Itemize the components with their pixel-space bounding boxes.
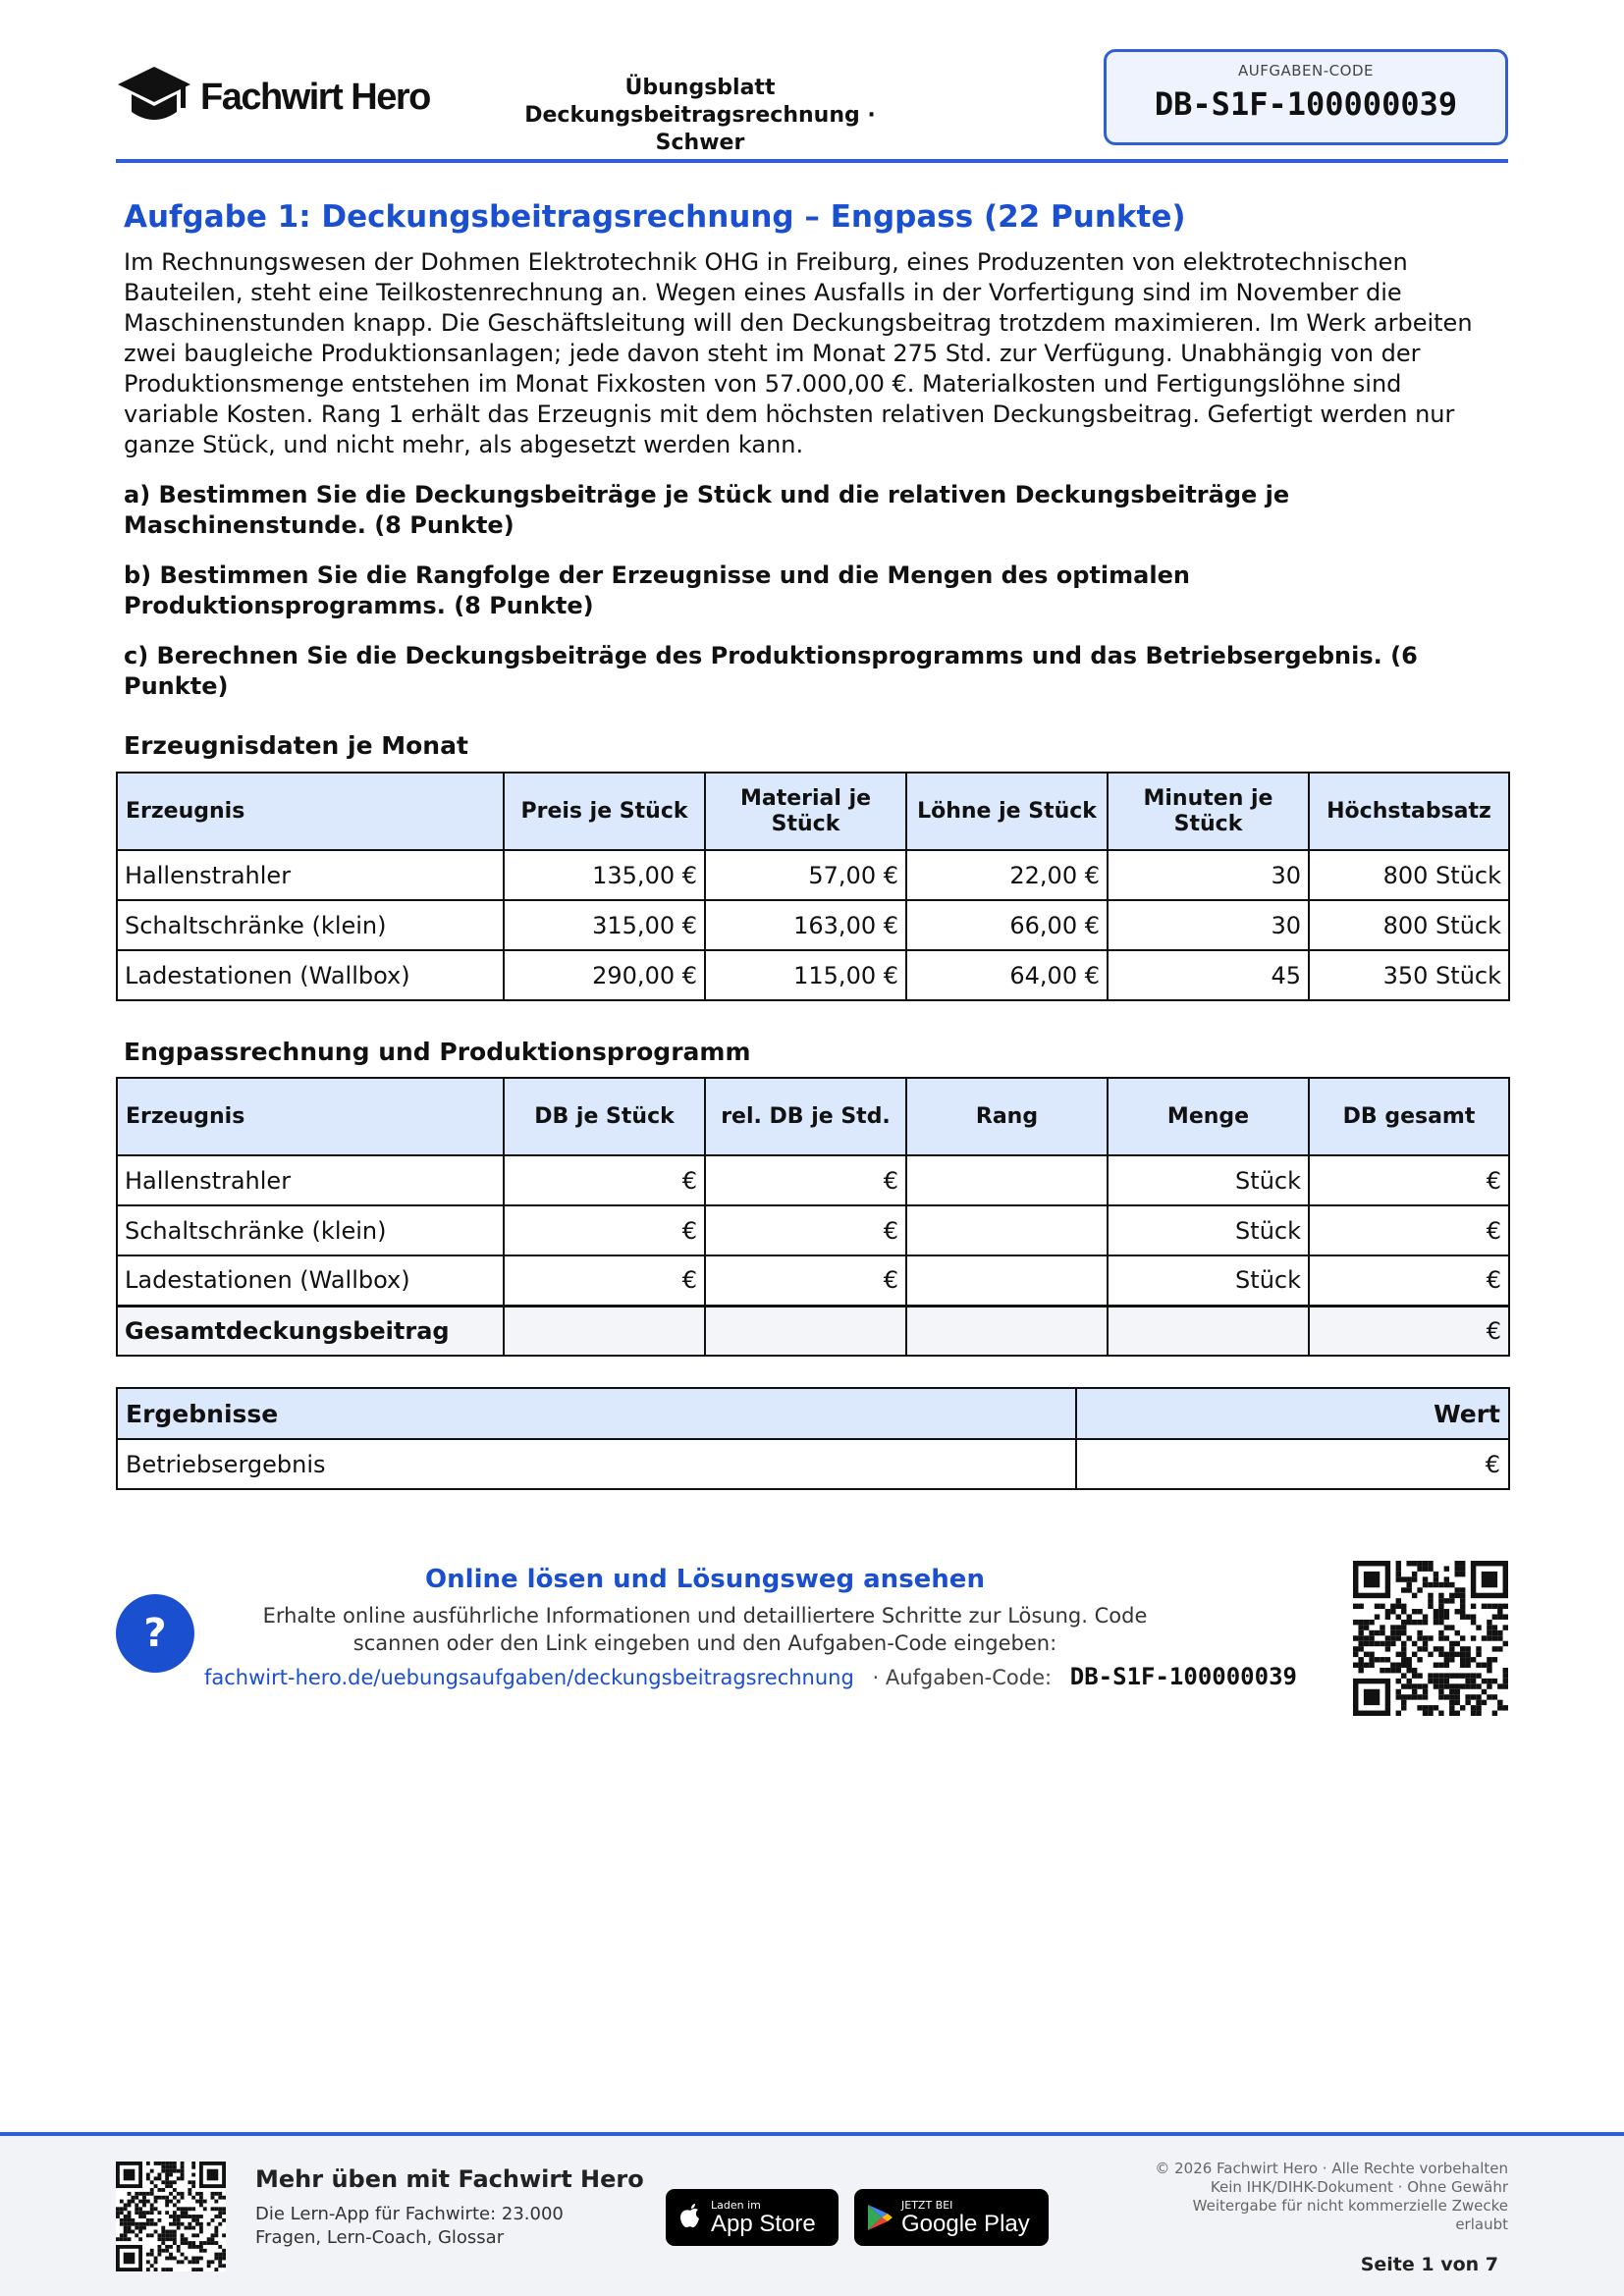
answer-cell[interactable]: Stück [1108,1205,1309,1255]
subtask-b: b) Bestimmen Sie die Rangfolge der Erzeugnisse und die Mengen des optimalen Produktionsprogramms. (8 Punkte) [124,561,1190,619]
answer-cell[interactable]: € [504,1255,705,1306]
product-data-table [116,772,1510,1001]
column-header: DB je Stück [504,1078,705,1155]
page-footer [0,2132,1624,2296]
column-header: Höchstabsatz [1309,773,1509,850]
app-store-button[interactable] [666,2189,839,2246]
table-cell: 115,00 € [705,950,906,1000]
table-row [117,1439,1509,1489]
column-header: Preis je Stück [504,773,705,850]
column-header: rel. DB je Std. [705,1078,906,1155]
table-header-row [117,1078,1509,1155]
google-play-small: JETZT BEI [901,2198,953,2212]
google-play-label: Google Play [901,2210,1030,2237]
column-header: Erzeugnis [117,773,504,850]
table-cell: Hallenstrahler [117,850,504,900]
table-row [117,1255,1509,1306]
table-cell: 800 Stück [1309,900,1509,950]
table-cell: 57,00 € [705,850,906,900]
column-header: Erzeugnis [117,1078,504,1155]
task-code: DB-S1F-100000039 [1154,85,1458,123]
table-cell: 290,00 € [504,950,705,1000]
column-header: Ergebnisse [117,1388,1076,1439]
online-solution-box [116,1561,1508,1718]
subtask-c: c) Berechnen Sie die Deckungsbeiträge des Produktionsprogramms und das Betriebsergebnis. (6 Punkte) [124,642,1418,700]
table-row [117,850,1509,900]
table-row [117,1205,1509,1255]
page-header [116,49,1508,163]
table-cell: 315,00 € [504,900,705,950]
answer-cell[interactable] [906,1155,1108,1205]
column-header: Material je Stück [705,773,906,850]
answer-cell[interactable]: € [1309,1205,1509,1255]
answer-cell[interactable]: Stück [1108,1255,1309,1306]
google-play-button[interactable] [854,2189,1049,2246]
column-header: Menge [1108,1078,1309,1155]
app-store-label: App Store [711,2210,816,2237]
column-header: Wert [1076,1388,1509,1439]
column-header: Minuten je Stück [1108,773,1309,850]
table-cell: 22,00 € [906,850,1108,900]
header-divider [116,159,1508,163]
answer-cell[interactable]: € [705,1255,906,1306]
table-cell [504,1306,705,1356]
subtask-a: a) Bestimmen Sie die Deckungsbeiträge je Stück und die relativen Deckungsbeiträge je Maschinenstunde. (8 Punkte) [124,481,1290,539]
question-icon: ? [116,1594,194,1673]
table-cell: Hallenstrahler [117,1155,504,1205]
legal-notice: © 2026 Fachwirt Hero · Alle Rechte vorbehalten Kein IHK/DIHK-Dokument · Ohne Gewähr Weitergabe für nicht kommerzielle Zwecke erlaubt [1155,2160,1508,2233]
table-cell [1108,1306,1309,1356]
table-cell: Betriebsergebnis [117,1439,1076,1489]
answer-cell[interactable] [906,1205,1108,1255]
task-intro: Im Rechnungswesen der Dohmen Elektrotechnik OHG in Freiburg, eines Produzenten von elektrotechnischen Bauteilen, steht eine Teilkostenrechnung an. Wegen eines Ausfalls in der Vorfertigung sind im November die Maschinenstunden knapp. Die Geschäftsleitung will den Deckungsbeitrag trotzdem maximieren. Im Werk arbeiten zwei baugleiche Produktionsanlagen; jede davon steht im Monat 275 Std. zur Verfügung. Unabhängig von der Produktionsmenge entstehen im Monat Fixkosten von 57.000,00 €. Materialkosten und Fertigungslöhne sind variable Kosten. Rang 1 erhält das Erzeugnis mit dem höchsten relativen Deckungsbeitrag. Gefertigt werden nur ganze Stück, und nicht mehr, als abgesetzt werden kann. [124,248,1473,458]
bottleneck-table [116,1077,1510,1357]
brand-name: Fachwirt Hero [200,76,430,118]
task-title: Aufgabe 1: Deckungsbeitragsrechnung – Engpass (22 Punkte) [124,199,1186,235]
column-header: DB gesamt [1309,1078,1509,1155]
task-code-label: AUFGABEN-CODE [1238,62,1374,80]
answer-cell[interactable]: € [504,1205,705,1255]
document-title: Übungsblatt Deckungsbeitragsrechnung · Schwer [524,76,876,155]
table-cell: Ladestationen (Wallbox) [117,950,504,1000]
answer-cell[interactable]: € [504,1155,705,1205]
app-qr-code-icon[interactable] [116,2162,226,2271]
page-number: Seite 1 von 7 [1360,2254,1498,2275]
total-label: Gesamtdeckungsbeitrag [117,1306,504,1356]
table-cell: Ladestationen (Wallbox) [117,1255,504,1306]
qr-code-icon[interactable] [1353,1561,1508,1716]
task-code-box [1104,49,1508,145]
answer-cell[interactable]: € [705,1205,906,1255]
app-store-small: Laden im [711,2198,761,2212]
apple-icon [677,2203,703,2232]
graduation-cap-icon [116,65,192,130]
table-cell [705,1306,906,1356]
table-cell: 45 [1108,950,1309,1000]
table-cell: 350 Stück [1309,950,1509,1000]
table-cell: Schaltschränke (klein) [117,900,504,950]
table-row [117,1155,1509,1205]
online-link-line [204,1663,1297,1690]
answer-cell[interactable]: € [1076,1439,1509,1489]
brand-logo [116,65,430,130]
total-row [117,1306,1509,1356]
answer-cell[interactable] [906,1255,1108,1306]
google-play-icon [866,2203,893,2232]
online-code-label: · Aufgaben-Code: [872,1666,1053,1689]
table-cell: 30 [1108,900,1309,950]
table2-title: Engpassrechnung und Produktionsprogramm [124,1038,751,1066]
table-cell [906,1306,1108,1356]
column-header: Löhne je Stück [906,773,1108,850]
table-cell: 64,00 € [906,950,1108,1000]
results-table [116,1387,1510,1490]
footer-title: Mehr üben mit Fachwirt Hero [255,2165,644,2193]
online-title: Online lösen und Lösungsweg ansehen [425,1565,985,1594]
online-text: Erhalte online ausführliche Informationen und detailliertere Schritte zur Lösung. Code scannen oder den Link eingeben und den Aufgaben-Code eingeben: [262,1604,1148,1655]
solution-link[interactable]: fachwirt-hero.de/uebungsaufgaben/deckungsbeitragsrechnung [204,1666,854,1689]
table-header-row [117,1388,1509,1439]
table-row [117,900,1509,950]
answer-cell[interactable]: € [1309,1306,1509,1356]
answer-cell[interactable]: € [1309,1155,1509,1205]
table-cell: 66,00 € [906,900,1108,950]
table-cell: 135,00 € [504,850,705,900]
answer-cell[interactable]: € [705,1155,906,1205]
answer-cell[interactable]: Stück [1108,1155,1309,1205]
table-cell: 163,00 € [705,900,906,950]
online-code: DB-S1F-100000039 [1069,1663,1297,1690]
table-cell: 30 [1108,850,1309,900]
footer-subtitle: Die Lern-App für Fachwirte: 23.000 Fragen, Lern-Coach, Glossar [255,2204,564,2248]
task-content [124,196,1508,763]
table-header-row [117,773,1509,850]
answer-cell[interactable]: € [1309,1255,1509,1306]
table1-title: Erzeugnisdaten je Monat [124,731,468,760]
table-row [117,950,1509,1000]
table-cell: Schaltschränke (klein) [117,1205,504,1255]
column-header: Rang [906,1078,1108,1155]
table-cell: 800 Stück [1309,850,1509,900]
